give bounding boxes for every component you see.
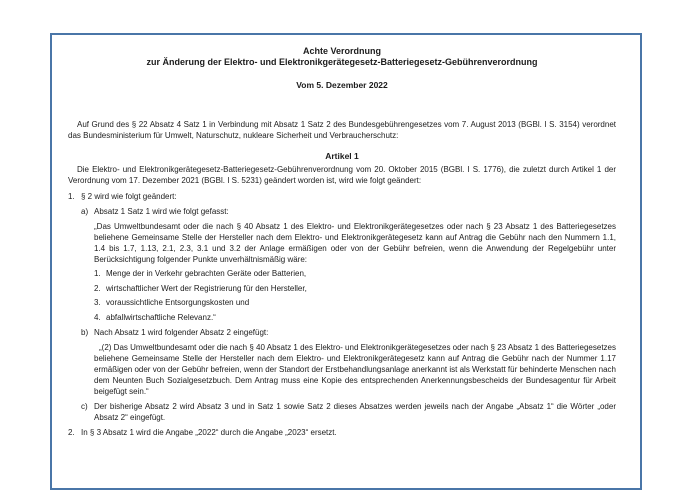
point-item-2 <box>94 283 616 294</box>
point-2-marker: 2. <box>94 283 101 293</box>
sub-item-a-body <box>94 206 616 323</box>
document-page <box>50 33 642 490</box>
article-1-heading: Artikel 1 <box>325 151 359 161</box>
preamble-paragraph: Auf Grund des § 22 Absatz 4 Satz 1 in Verbindung mit Absatz 1 Satz 2 des Bundesgebührengesetzes vom 7. August 2013 (BGBl. I S. 3154) verordnet das Bundesministerium für Umwelt, Naturschutz, nukleare Sicherheit und Verbraucherschutz: <box>68 120 616 140</box>
point-3-marker: 3. <box>94 298 101 307</box>
amendment-item-2 <box>68 427 616 438</box>
sub-item-c-marker: c) <box>81 401 88 411</box>
item-1-marker: 1. <box>68 191 75 201</box>
point-1-text: Menge der in Verkehr gebrachten Geräte oder Batterien, <box>106 269 307 278</box>
point-1-marker: 1. <box>94 269 101 278</box>
sub-item-a-marker: a) <box>81 206 89 216</box>
point-item-3 <box>94 297 616 308</box>
point-3-text: voraussichtliche Entsorgungskosten und <box>106 298 250 307</box>
item-2-marker: 2. <box>68 428 75 437</box>
sub-item-b-text: Nach Absatz 1 wird folgender Absatz 2 eingefügt: <box>94 327 269 337</box>
sub-item-c-text: Der bisherige Absatz 2 wird Absatz 3 und in Satz 1 sowie Satz 2 dieses Absatzes werden jeweils nach der Angabe „Absatz 1“ die Wörter „oder Absatz 2“ eingefügt. <box>94 401 616 422</box>
item-2-text: In § 3 Absatz 1 wird die Angabe „2022“ durch die Angabe „2023“ ersetzt. <box>81 428 337 437</box>
sub-item-b-quote: „(2) Das Umweltbundesamt oder die nach § 40 Absatz 1 des Elektro- und Elektronikgerätegesetzes oder nach § 23 Absatz 1 des Batteriegesetzes beliehene Gemeinsame Stelle der Hersteller nach dem Elektro- und Elektronikgerätegesetz kann auf Antrag die Gebühr nach der Nummer 1.17 ermäßigen oder von der Gebühr befreien, wenn der Standort der Erstbehandlungsanlage anerkannt ist als Werkstatt für behinderte Menschen nach dem Neunten Buch Sozialgesetzbuch. Dem Antrag muss eine Kopie des entsprechenden Anerkennungsbescheids der Bundesagentur für Arbeit beigefügt sein.“ <box>94 342 616 396</box>
sub-item-c <box>81 401 616 423</box>
sub-item-a-text: Absatz 1 Satz 1 wird wie folgt gefasst: <box>94 206 229 216</box>
sub-item-b-body <box>94 327 616 397</box>
sub-item-a <box>81 206 616 323</box>
point-2-text: wirtschaftlicher Wert der Registrierung für den Hersteller, <box>106 283 307 293</box>
title-line-2: zur Änderung der Elektro- und Elektronikgerätegesetz-Batteriegesetz-Gebührenverordnung <box>146 57 538 67</box>
point-item-1 <box>94 268 616 279</box>
sub-item-a-quote: „Das Umweltbundesamt oder die nach § 40 Absatz 1 des Elektro- und Elektronikgerätegesetzes oder nach § 23 Absatz 1 des Batteriegesetzes beliehene Gemeinsame Stelle der Hersteller nach dem Elektro- und Elektronikgerätegesetz kann auf Antrag die Gebühr nach den Nummern 1.1, 1.4 bis 1.7, 1.13, 2.1, 2.3, 3.1 und 3.2 der Anlage ermäßigen oder von der Gebühr befreien, wenn die Anwendung der Regelgebühr unter Berücksichtigung folgender Punkte unverhältnismäßig wäre: <box>94 221 616 264</box>
article-1-intro: Die Elektro- und Elektronikgerätegesetz-Batteriegesetz-Gebührenverordnung vom 20. Oktober 2015 (BGBl. I S. 1776), die zuletzt durch Artikel 1 der Verordnung vom 17. Dezember 2021 (BGBl. I S. 5231) geändert worden ist, wird wie folgt geändert: <box>68 165 616 185</box>
point-item-4 <box>94 312 616 323</box>
document-date: Vom 5. Dezember 2022 <box>296 80 388 90</box>
point-4-marker: 4. <box>94 312 101 322</box>
sub-item-b <box>81 327 616 397</box>
title-line-1: Achte Verordnung <box>302 46 381 56</box>
amendment-item-1 <box>68 191 616 423</box>
point-4-text: abfallwirtschaftliche Relevanz.“ <box>106 312 216 322</box>
sub-item-b-marker: b) <box>81 327 89 337</box>
item-1-text: § 2 wird wie folgt geändert: <box>81 191 177 201</box>
document-title <box>68 46 616 68</box>
item-1-body <box>81 191 616 423</box>
